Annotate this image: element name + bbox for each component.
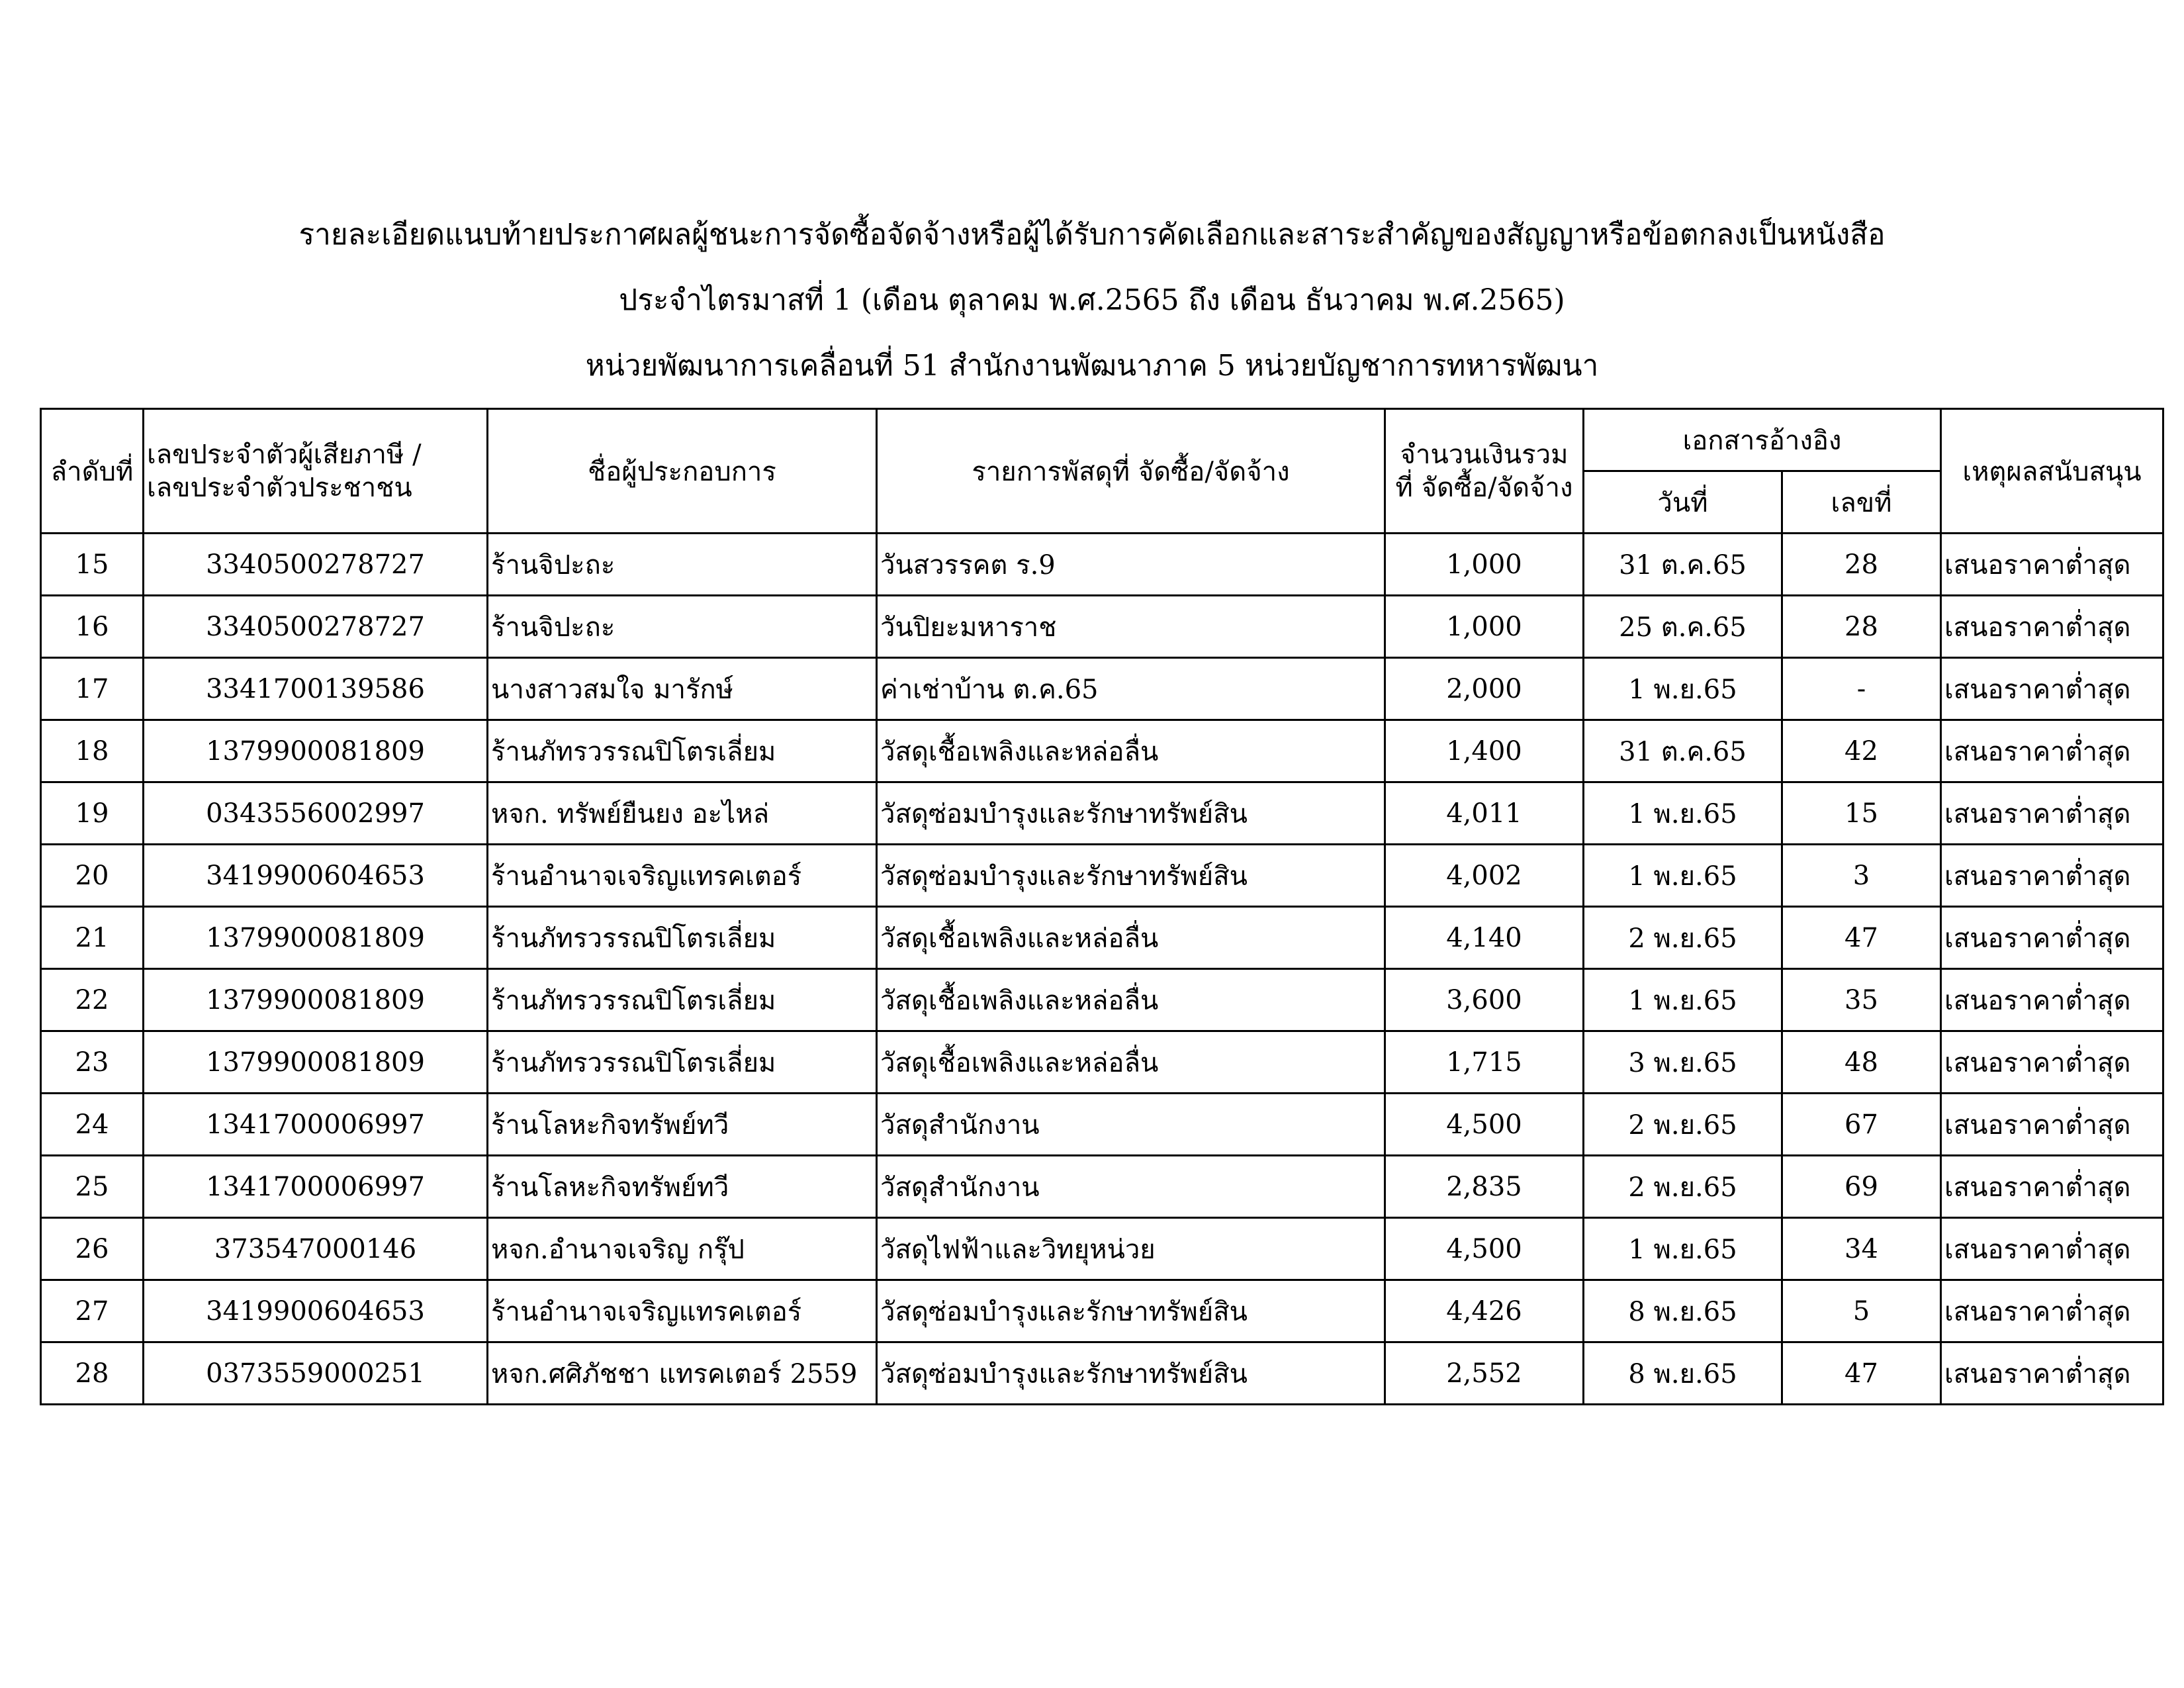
cell-seq: 27 bbox=[41, 1280, 144, 1342]
cell-item: วัสดุสำนักงาน bbox=[877, 1094, 1385, 1156]
header-seq: ลำดับที่ bbox=[41, 409, 144, 534]
header-taxid-line2: เลขประจำตัวประชาชน bbox=[147, 472, 412, 503]
cell-seq: 16 bbox=[41, 596, 144, 658]
cell-taxid: 1341700006997 bbox=[144, 1094, 488, 1156]
cell-amount: 2,000 bbox=[1385, 658, 1584, 720]
cell-vendor: ร้านภัทรวรรณปิโตรเลี่ยม bbox=[488, 720, 877, 782]
header-ref-no: เลขที่ bbox=[1782, 471, 1941, 534]
title-line-2: ประจำไตรมาสที่ 1 (เดือน ตุลาคม พ.ศ.2565 ถึง เดือน ธันวาคม พ.ศ.2565) bbox=[619, 283, 1565, 317]
cell-seq: 25 bbox=[41, 1156, 144, 1218]
cell-reason: เสนอราคาต่ำสุด bbox=[1941, 1218, 2163, 1280]
cell-seq: 19 bbox=[41, 782, 144, 845]
cell-date: 31 ต.ค.65 bbox=[1584, 534, 1782, 596]
cell-no: 5 bbox=[1782, 1280, 1941, 1342]
table-row bbox=[41, 845, 2163, 907]
cell-no: 15 bbox=[1782, 782, 1941, 845]
cell-taxid: 1379900081809 bbox=[144, 1031, 488, 1094]
cell-date: 1 พ.ย.65 bbox=[1584, 1218, 1782, 1280]
cell-amount: 4,500 bbox=[1385, 1094, 1584, 1156]
cell-seq: 21 bbox=[41, 907, 144, 969]
cell-amount: 4,500 bbox=[1385, 1218, 1584, 1280]
cell-item: วัสดุซ่อมบำรุงและรักษาทรัพย์สิน bbox=[877, 1280, 1385, 1342]
table-row bbox=[41, 782, 2163, 845]
cell-taxid: 3341700139586 bbox=[144, 658, 488, 720]
cell-reason: เสนอราคาต่ำสุด bbox=[1941, 1280, 2163, 1342]
cell-vendor: หจก.ศศิภัชชา แทรคเตอร์ 2559 bbox=[488, 1342, 877, 1405]
cell-reason: เสนอราคาต่ำสุด bbox=[1941, 782, 2163, 845]
cell-taxid: 1379900081809 bbox=[144, 720, 488, 782]
cell-amount: 1,400 bbox=[1385, 720, 1584, 782]
table-row bbox=[41, 534, 2163, 596]
cell-date: 1 พ.ย.65 bbox=[1584, 845, 1782, 907]
cell-date: 2 พ.ย.65 bbox=[1584, 907, 1782, 969]
cell-taxid: 0343556002997 bbox=[144, 782, 488, 845]
cell-date: 2 พ.ย.65 bbox=[1584, 1094, 1782, 1156]
cell-amount: 4,140 bbox=[1385, 907, 1584, 969]
cell-seq: 20 bbox=[41, 845, 144, 907]
table-row bbox=[41, 1342, 2163, 1405]
cell-vendor: ร้านภัทรวรรณปิโตรเลี่ยม bbox=[488, 907, 877, 969]
cell-item: วัสดุเชื้อเพลิงและหล่อลื่น bbox=[877, 1031, 1385, 1094]
table-row bbox=[41, 907, 2163, 969]
cell-date: 1 พ.ย.65 bbox=[1584, 969, 1782, 1031]
cell-item: วัสดุเชื้อเพลิงและหล่อลื่น bbox=[877, 720, 1385, 782]
cell-amount: 3,600 bbox=[1385, 969, 1584, 1031]
cell-taxid: 3340500278727 bbox=[144, 534, 488, 596]
cell-item: วัสดุซ่อมบำรุงและรักษาทรัพย์สิน bbox=[877, 845, 1385, 907]
cell-amount: 4,426 bbox=[1385, 1280, 1584, 1342]
header-item: รายการพัสดุที่ จัดซื้อ/จัดจ้าง bbox=[877, 409, 1385, 534]
table-row bbox=[41, 720, 2163, 782]
cell-item: วัสดุสำนักงาน bbox=[877, 1156, 1385, 1218]
cell-amount: 2,552 bbox=[1385, 1342, 1584, 1405]
document-titles bbox=[0, 218, 2184, 415]
cell-vendor: ร้านภัทรวรรณปิโตรเลี่ยม bbox=[488, 1031, 877, 1094]
cell-item: วันปิยะมหาราช bbox=[877, 596, 1385, 658]
cell-taxid: 3340500278727 bbox=[144, 596, 488, 658]
cell-amount: 1,000 bbox=[1385, 596, 1584, 658]
cell-reason: เสนอราคาต่ำสุด bbox=[1941, 907, 2163, 969]
cell-date: 31 ต.ค.65 bbox=[1584, 720, 1782, 782]
cell-no: 3 bbox=[1782, 845, 1941, 907]
table-row bbox=[41, 1094, 2163, 1156]
header-amount bbox=[1385, 409, 1584, 534]
cell-vendor: ร้านโลหะกิจทรัพย์ทวี bbox=[488, 1094, 877, 1156]
cell-amount: 1,000 bbox=[1385, 534, 1584, 596]
cell-seq: 17 bbox=[41, 658, 144, 720]
table-row bbox=[41, 1031, 2163, 1094]
procurement-table bbox=[40, 408, 2164, 1405]
cell-item: ค่าเช่าบ้าน ต.ค.65 bbox=[877, 658, 1385, 720]
table-row bbox=[41, 658, 2163, 720]
table-body bbox=[41, 534, 2163, 1405]
cell-date: 1 พ.ย.65 bbox=[1584, 782, 1782, 845]
table-row bbox=[41, 1218, 2163, 1280]
cell-item: วัสดุเชื้อเพลิงและหล่อลื่น bbox=[877, 907, 1385, 969]
title-line-1: รายละเอียดแนบท้ายประกาศผลผู้ชนะการจัดซื้อจัดจ้างหรือผู้ได้รับการคัดเลือกและสาระสำคัญของสัญญาหรือข้อตกลงเป็นหนังสือ bbox=[298, 218, 1886, 252]
cell-seq: 15 bbox=[41, 534, 144, 596]
cell-item: วัสดุซ่อมบำรุงและรักษาทรัพย์สิน bbox=[877, 1342, 1385, 1405]
cell-vendor: หจก. ทรัพย์ยืนยง อะไหล่ bbox=[488, 782, 877, 845]
cell-no: 48 bbox=[1782, 1031, 1941, 1094]
cell-reason: เสนอราคาต่ำสุด bbox=[1941, 720, 2163, 782]
header-amount-line1: จำนวนเงินรวม bbox=[1400, 439, 1569, 470]
cell-seq: 18 bbox=[41, 720, 144, 782]
cell-taxid: 3419900604653 bbox=[144, 1280, 488, 1342]
cell-vendor: ร้านจิปะถะ bbox=[488, 534, 877, 596]
cell-amount: 2,835 bbox=[1385, 1156, 1584, 1218]
header-ref-date: วันที่ bbox=[1584, 471, 1782, 534]
cell-no: 69 bbox=[1782, 1156, 1941, 1218]
table-row bbox=[41, 596, 2163, 658]
cell-no: 28 bbox=[1782, 596, 1941, 658]
header-amount-line2: ที่ จัดซื้อ/จัดจ้าง bbox=[1395, 472, 1573, 503]
cell-amount: 1,715 bbox=[1385, 1031, 1584, 1094]
cell-seq: 24 bbox=[41, 1094, 144, 1156]
cell-date: 2 พ.ย.65 bbox=[1584, 1156, 1782, 1218]
cell-taxid: 1379900081809 bbox=[144, 969, 488, 1031]
cell-vendor: หจก.อำนาจเจริญ กรุ๊ป bbox=[488, 1218, 877, 1280]
cell-no: 47 bbox=[1782, 907, 1941, 969]
cell-reason: เสนอราคาต่ำสุด bbox=[1941, 534, 2163, 596]
cell-seq: 22 bbox=[41, 969, 144, 1031]
cell-item: วันสวรรคต ร.9 bbox=[877, 534, 1385, 596]
cell-date: 8 พ.ย.65 bbox=[1584, 1342, 1782, 1405]
header-taxid-line1: เลขประจำตัวผู้เสียภาษี / bbox=[147, 439, 422, 470]
cell-taxid: 1379900081809 bbox=[144, 907, 488, 969]
table-row bbox=[41, 969, 2163, 1031]
cell-no: 28 bbox=[1782, 534, 1941, 596]
cell-no: 67 bbox=[1782, 1094, 1941, 1156]
cell-taxid: 3419900604653 bbox=[144, 845, 488, 907]
cell-reason: เสนอราคาต่ำสุด bbox=[1941, 845, 2163, 907]
cell-vendor: ร้านจิปะถะ bbox=[488, 596, 877, 658]
cell-no: 47 bbox=[1782, 1342, 1941, 1405]
cell-date: 3 พ.ย.65 bbox=[1584, 1031, 1782, 1094]
cell-seq: 23 bbox=[41, 1031, 144, 1094]
cell-amount: 4,011 bbox=[1385, 782, 1584, 845]
header-vendor: ชื่อผู้ประกอบการ bbox=[488, 409, 877, 534]
cell-reason: เสนอราคาต่ำสุด bbox=[1941, 1094, 2163, 1156]
header-ref-docs: เอกสารอ้างอิง bbox=[1584, 409, 1941, 471]
header-taxid bbox=[144, 409, 488, 534]
cell-taxid: 373547000146 bbox=[144, 1218, 488, 1280]
cell-item: วัสดุซ่อมบำรุงและรักษาทรัพย์สิน bbox=[877, 782, 1385, 845]
cell-date: 25 ต.ค.65 bbox=[1584, 596, 1782, 658]
cell-date: 8 พ.ย.65 bbox=[1584, 1280, 1782, 1342]
cell-vendor: ร้านภัทรวรรณปิโตรเลี่ยม bbox=[488, 969, 877, 1031]
cell-reason: เสนอราคาต่ำสุด bbox=[1941, 1156, 2163, 1218]
header-reason: เหตุผลสนับสนุน bbox=[1941, 409, 2163, 534]
cell-reason: เสนอราคาต่ำสุด bbox=[1941, 658, 2163, 720]
cell-reason: เสนอราคาต่ำสุด bbox=[1941, 1031, 2163, 1094]
title-line-3: หน่วยพัฒนาการเคลื่อนที่ 51 สำนักงานพัฒนาภาค 5 หน่วยบัญชาการทหารพัฒนา bbox=[585, 349, 1599, 383]
cell-no: 42 bbox=[1782, 720, 1941, 782]
cell-no: - bbox=[1782, 658, 1941, 720]
cell-seq: 28 bbox=[41, 1342, 144, 1405]
cell-reason: เสนอราคาต่ำสุด bbox=[1941, 1342, 2163, 1405]
cell-no: 34 bbox=[1782, 1218, 1941, 1280]
cell-vendor: ร้านอำนาจเจริญแทรคเตอร์ bbox=[488, 1280, 877, 1342]
cell-item: วัสดุไฟฟ้าและวิทยุหน่วย bbox=[877, 1218, 1385, 1280]
cell-no: 35 bbox=[1782, 969, 1941, 1031]
cell-amount: 4,002 bbox=[1385, 845, 1584, 907]
table-row bbox=[41, 1280, 2163, 1342]
cell-reason: เสนอราคาต่ำสุด bbox=[1941, 596, 2163, 658]
cell-taxid: 0373559000251 bbox=[144, 1342, 488, 1405]
cell-date: 1 พ.ย.65 bbox=[1584, 658, 1782, 720]
cell-seq: 26 bbox=[41, 1218, 144, 1280]
cell-vendor: นางสาวสมใจ มารักษ์ bbox=[488, 658, 877, 720]
cell-vendor: ร้านโลหะกิจทรัพย์ทวี bbox=[488, 1156, 877, 1218]
cell-taxid: 1341700006997 bbox=[144, 1156, 488, 1218]
cell-vendor: ร้านอำนาจเจริญแทรคเตอร์ bbox=[488, 845, 877, 907]
table-row bbox=[41, 1156, 2163, 1218]
cell-item: วัสดุเชื้อเพลิงและหล่อลื่น bbox=[877, 969, 1385, 1031]
cell-reason: เสนอราคาต่ำสุด bbox=[1941, 969, 2163, 1031]
